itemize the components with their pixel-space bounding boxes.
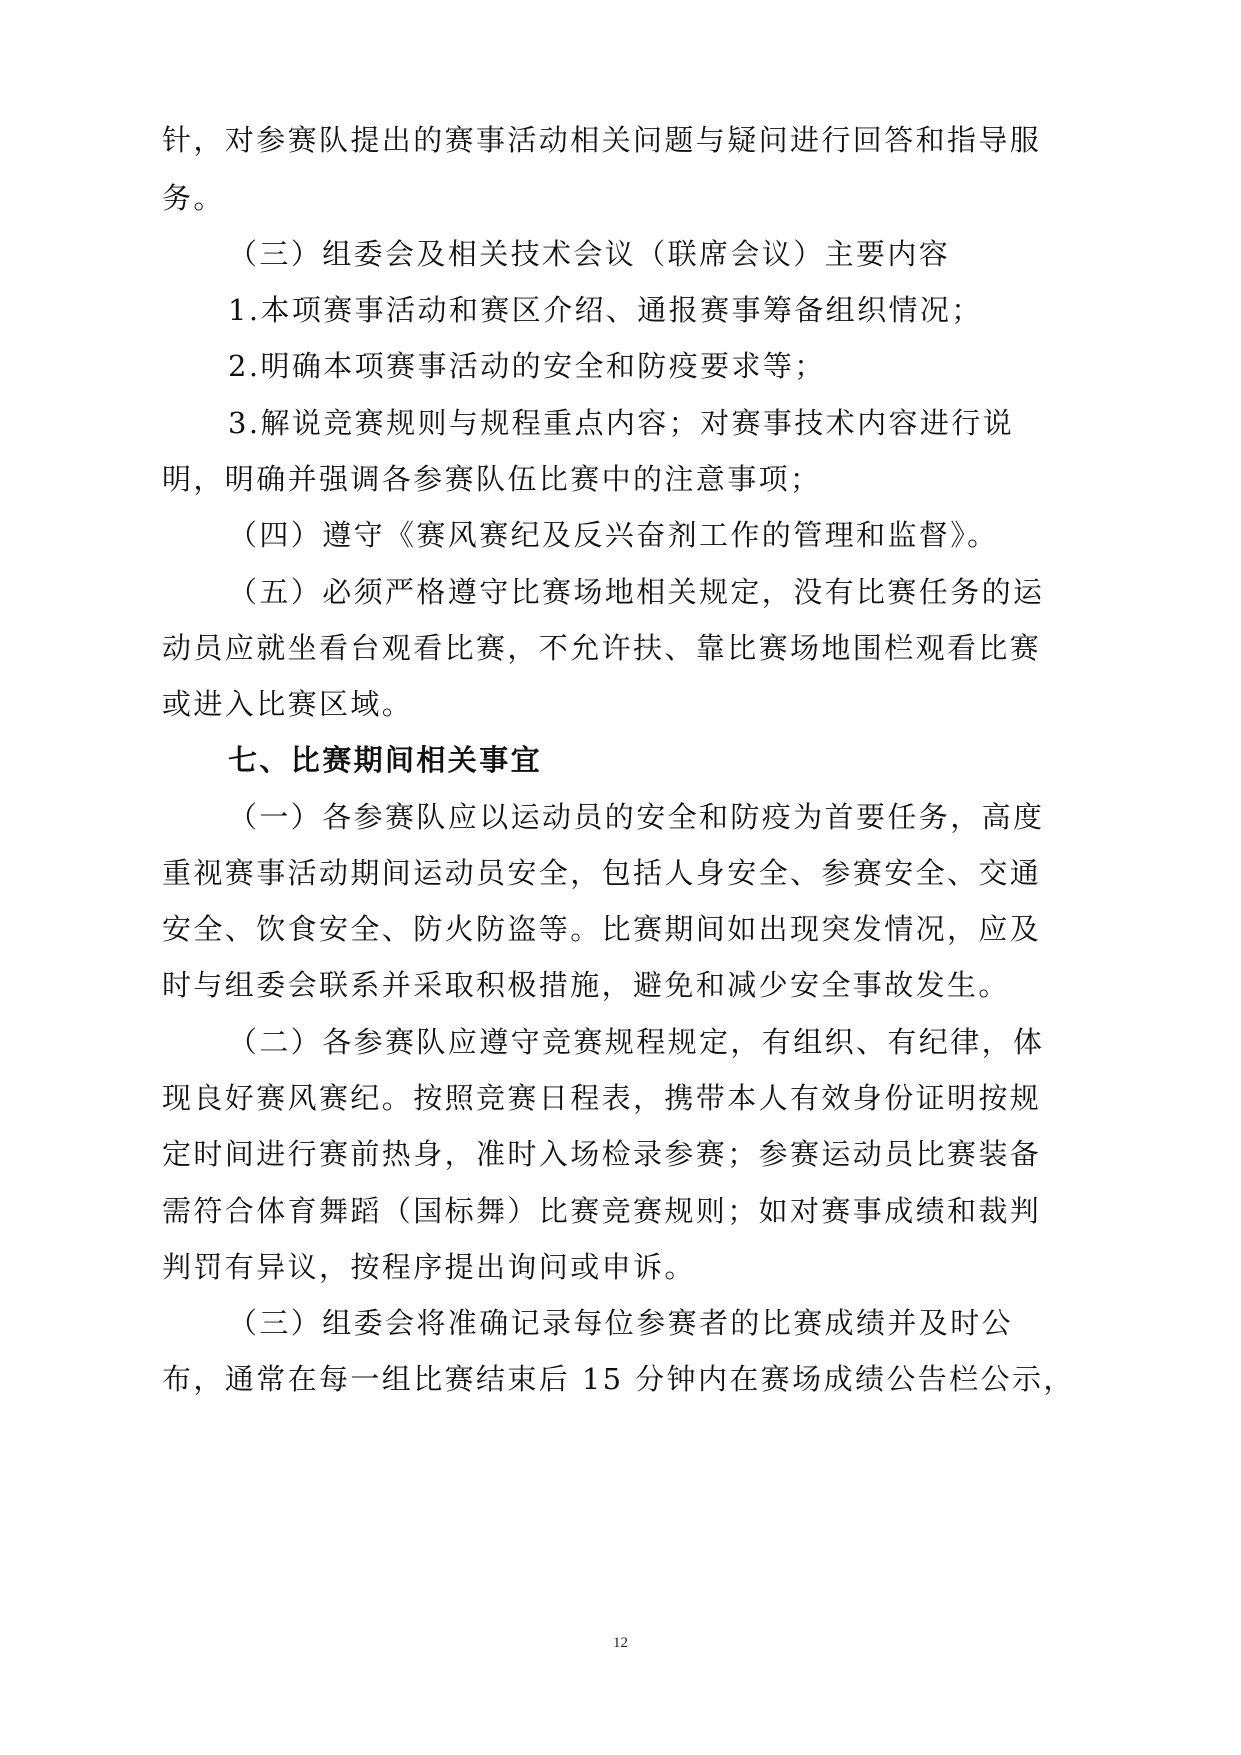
text-line: （三）组委会将准确记录每位参赛者的比赛成绩并及时公 [228, 1306, 1014, 1340]
text-line: 3.解说竞赛规则与规程重点内容；对赛事技术内容进行说 [228, 406, 1015, 440]
text-line: （二）各参赛队应遵守竞赛规程规定，有组织、有纪律，体 [228, 1025, 1045, 1059]
text-line: 或进入比赛区域。 [162, 687, 414, 721]
text-line: 务。 [162, 181, 225, 215]
text-line: 时与组委会联系并采取积极措施，避免和减少安全事故发生。 [162, 968, 1010, 1002]
text-line: 判罚有异议，按程序提出询问或申诉。 [162, 1250, 696, 1284]
text-line: 重视赛事活动期间运动员安全，包括人身安全、参赛安全、交通 [162, 856, 1042, 890]
text-line: （五）必须严格遵守比赛场地相关规定，没有比赛任务的运 [228, 575, 1045, 609]
text-line: （四）遵守《赛风赛纪及反兴奋剂工作的管理和监督》。 [228, 518, 999, 552]
text-line: 布，通常在每一组比赛结束后 15 分钟内在赛场成绩公告栏公示， [162, 1362, 1075, 1396]
text-line: 针，对参赛队提出的赛事活动相关问题与疑问进行回答和指导服 [162, 123, 1042, 157]
page-number: 12 [613, 1635, 628, 1651]
text-line: 明，明确并强调各参赛队伍比赛中的注意事项； [162, 462, 822, 496]
text-line: 需符合体育舞蹈（国标舞）比赛竞赛规则；如对赛事成绩和裁判 [162, 1194, 1042, 1228]
text-line: 2.明确本项赛事活动的安全和防疫要求等； [228, 349, 826, 383]
text-line: 1.本项赛事活动和赛区介绍、通报赛事筹备组织情况； [228, 293, 983, 327]
text-line: 安全、饮食安全、防火防盗等。比赛期间如出现突发情况，应及 [162, 912, 1042, 946]
text-line: 定时间进行赛前热身，准时入场检录参赛；参赛运动员比赛装备 [162, 1137, 1042, 1171]
section-heading: 七、比赛期间相关事宜 [228, 743, 543, 777]
text-line: （三）组委会及相关技术会议（联席会议）主要内容 [228, 237, 951, 271]
text-line: （一）各参赛队应以运动员的安全和防疫为首要任务，高度 [228, 800, 1045, 834]
text-line: 现良好赛风赛纪。按照竞赛日程表，携带本人有效身份证明按规 [162, 1081, 1042, 1115]
text-line: 动员应就坐看台观看比赛，不允许扶、靠比赛场地围栏观看比赛 [162, 631, 1042, 665]
